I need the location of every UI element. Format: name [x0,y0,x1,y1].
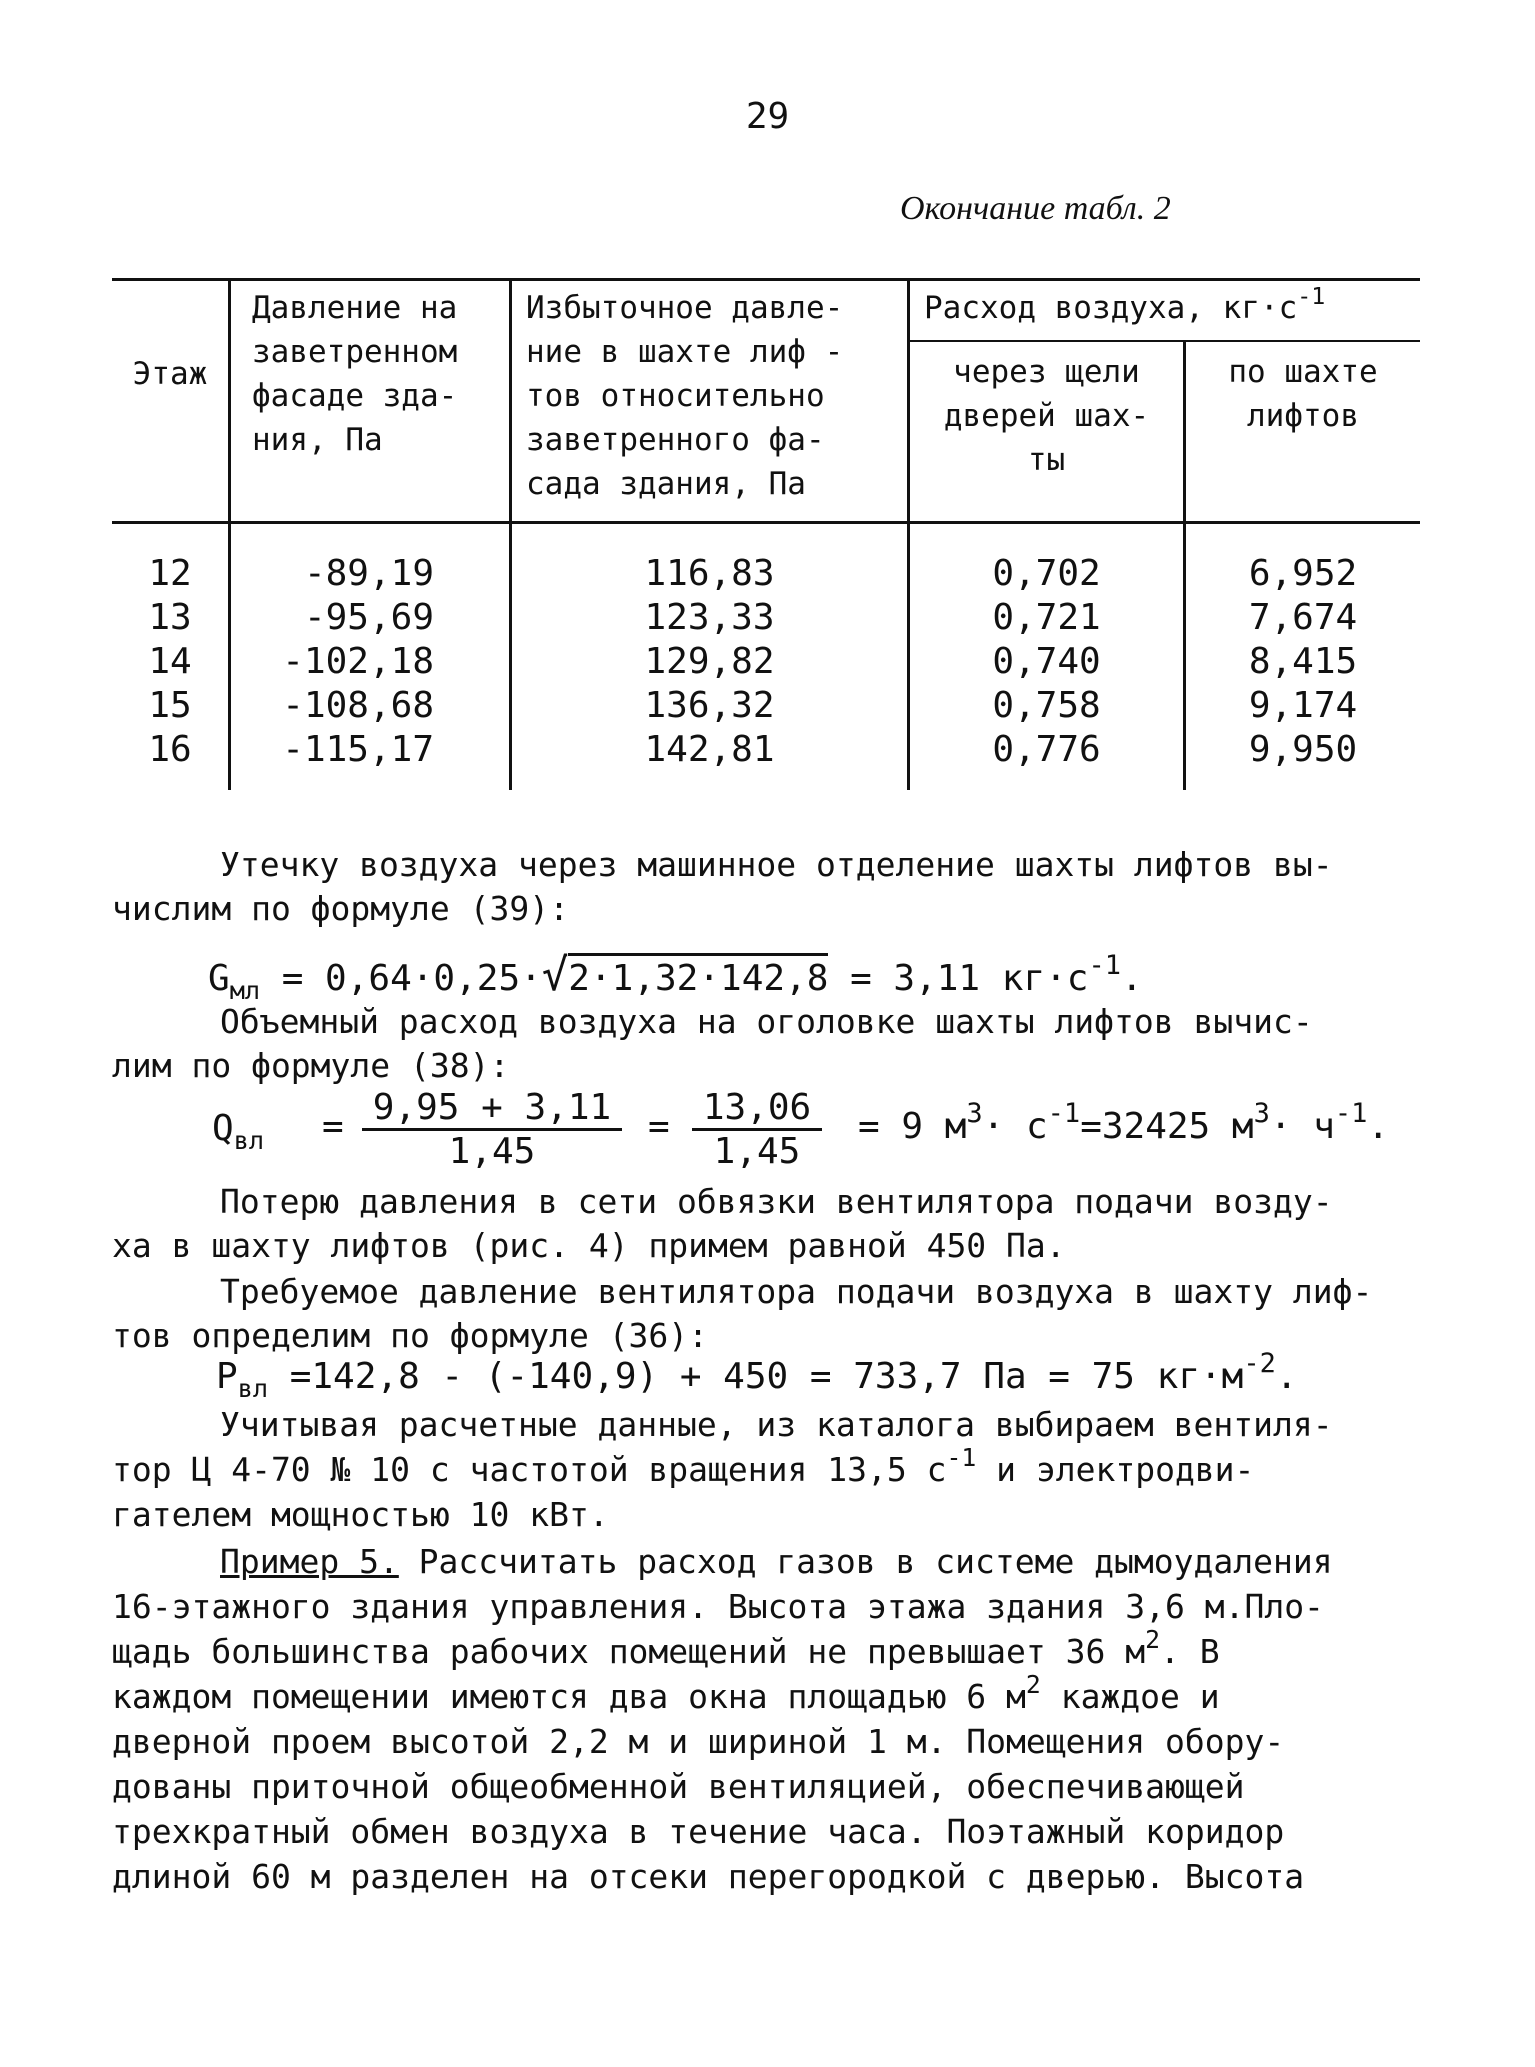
paragraph: Объемный расход воздуха на оголовке шахты лифтов вычис- [220,1002,1313,1041]
paragraph: трехкратный обмен воздуха в течение часа. Поэтажный коридор [112,1812,1285,1851]
paragraph: тов определим по формуле (36): [112,1316,709,1355]
paragraph: лим по формуле (38): [112,1046,510,1085]
table-top-rule [112,278,1420,281]
paragraph: ха в шахту лифтов (рис. 4) примем равной 450 Па. [112,1226,1066,1265]
fraction-denominator: 1,45 [448,1131,536,1172]
formula-result: = 9 $м^3\cdot с^{-1}=32425$ $м^3\cdot ч^{-1}$. [858,1097,1390,1147]
column-excess-values: 116,83 123,33 129,82 136,32 142,81 [644,553,775,770]
fraction-denominator: 1,45 [713,1131,801,1172]
column-doors-values: 0,702 0,721 0,740 0,758 0,776 [992,553,1101,770]
example-heading-line: Пример 5. Рассчитать расход газов в системе дымоудаления [220,1542,1333,1581]
equals-sign: = [648,1106,670,1147]
header-pressure: Давление на заветренном фасаде зда- ния, Па [252,290,458,458]
table-header-rule [112,521,1420,524]
page-number: 29 [745,96,790,137]
header-flow-doors: через щели дверей шах- ты [943,354,1150,478]
fraction-numerator: 9,95 + 3,11 [362,1088,622,1131]
paragraph: числим по формуле (39): [112,889,569,928]
table-subheader-rule [907,340,1420,342]
example-label: Пример 5. [220,1542,399,1581]
column-shaft-values: 6,952 7,674 8,415 9,174 9,950 [1248,553,1358,770]
table-row: 12 13 14 15 16 [148,553,192,770]
header-flow-shaft: по шахте лифтов [1228,354,1378,434]
formula-39: $G_{мл} = 0,64\cdot 0,25\cdot√2\cdot 1,32\cdot 142,8 = 3,11$ $кг\cdot с^{-1}$. [208,949,1143,1005]
paragraph: гателем мощностью 10 кВт. [112,1495,609,1534]
paragraph: Утечку воздуха через машинное отделение шахты лифтов вы- [220,845,1333,884]
paragraph: щадь большинства рабочих помещений не превышает 36 $м^2$. В [112,1625,1220,1671]
header-excess-pressure: Избыточное давле- ние в шахте лиф - тов относительно заветренного фа- сада здания, Па [526,290,844,502]
paragraph: каждом помещении имеются два окна площадью 6 $м^2$ каждое и [112,1670,1220,1716]
equals-sign: = [322,1106,344,1147]
header-floor: Этаж [132,356,208,392]
paragraph: 16-этажного здания управления. Высота этажа здания 3,6 м.Пло- [112,1587,1324,1626]
paragraph: дверной проем высотой 2,2 м и шириной 1 м. Помещения обору- [112,1722,1285,1761]
paragraph: Требуемое давление вентилятора подачи воздуха в шахту лиф- [220,1272,1373,1311]
fraction-numerator: 13,06 [692,1088,822,1131]
column-pressure-values: -89,19 -95,69 -102,18 -108,68 -115,17 [282,553,434,770]
paragraph: дованы приточной общеобменной вентиляцией, обеспечивающей [112,1767,1245,1806]
header-air-flow: Расход воздуха, $кг\cdot с^{-1}$ [924,283,1326,326]
paragraph: длиной 60 м разделен на отсеки перегородкой с дверью. Высота [112,1857,1305,1896]
formula-36: $P_{вл} =142,8 - (-140,9) + 450 = 733,7$ Па = 75 $кг\cdot м^{-2}$. [216,1347,1298,1403]
table-caption: Окончание табл. 2 [900,190,1171,227]
formula-lhs: $Q_{вл}$ [212,1108,265,1155]
paragraph: тор Ц 4-70 № 10 с частотой вращения 13,5 $с^{-1}$ и электродви- [112,1443,1255,1489]
paragraph: Потерю давления в сети обвязки вентилятора подачи возду- [220,1182,1333,1221]
paragraph: Учитывая расчетные данные, из каталога выбираем вентиля- [220,1405,1333,1444]
